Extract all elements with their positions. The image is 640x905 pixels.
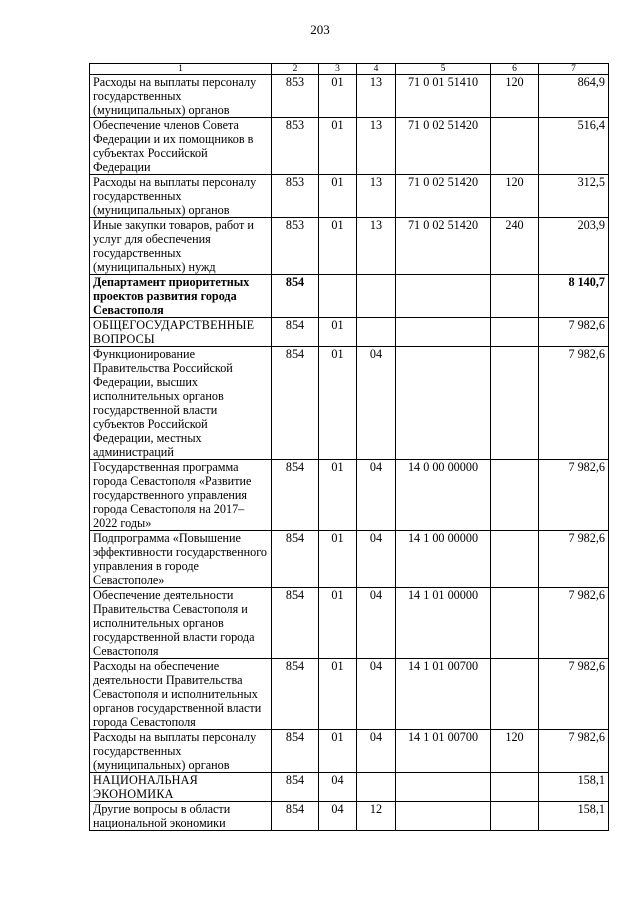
row-amount: 516,4: [539, 118, 609, 175]
table-row: [90, 218, 609, 275]
row-ministry-code: 854: [272, 773, 319, 802]
row-name: Расходы на выплаты персоналу государственных (муниципальных) органов: [90, 75, 272, 118]
row-amount: 7 982,6: [539, 318, 609, 347]
row-target-article: [396, 275, 491, 318]
row-section-code: [319, 275, 357, 318]
row-expense-type: [491, 347, 539, 460]
row-subsection-code: 13: [357, 218, 396, 275]
row-section-code: 04: [319, 802, 357, 831]
header-col-3: 3: [319, 64, 357, 75]
row-ministry-code: 853: [272, 175, 319, 218]
row-ministry-code: 854: [272, 730, 319, 773]
row-amount: 7 982,6: [539, 730, 609, 773]
row-subsection-code: 04: [357, 588, 396, 659]
table-row: [90, 531, 609, 588]
row-section-code: 01: [319, 347, 357, 460]
row-ministry-code: 854: [272, 275, 319, 318]
table-row: [90, 773, 609, 802]
budget-table: [89, 63, 609, 831]
row-name: Подпрограмма «Повышение эффективности государственного управления в городе Севастополе»: [90, 531, 272, 588]
row-ministry-code: 854: [272, 659, 319, 730]
row-target-article: 14 0 00 00000: [396, 460, 491, 531]
row-name: Государственная программа города Севастополя «Развитие государственного управления города Севастополя на 2017–2022 годы»: [90, 460, 272, 531]
row-name: Обеспечение членов Совета Федерации и их помощников в субъектах Российской Федерации: [90, 118, 272, 175]
row-ministry-code: 853: [272, 75, 319, 118]
row-name: Расходы на выплаты персоналу государственных (муниципальных) органов: [90, 175, 272, 218]
row-ministry-code: 854: [272, 531, 319, 588]
row-expense-type: [491, 318, 539, 347]
row-expense-type: 240: [491, 218, 539, 275]
row-amount: 158,1: [539, 802, 609, 831]
row-ministry-code: 854: [272, 588, 319, 659]
row-amount: 203,9: [539, 218, 609, 275]
header-col-7: 7: [539, 64, 609, 75]
row-target-article: 71 0 02 51420: [396, 218, 491, 275]
row-expense-type: [491, 531, 539, 588]
table-row: [90, 75, 609, 118]
row-expense-type: [491, 802, 539, 831]
table-row: [90, 118, 609, 175]
table-row: [90, 460, 609, 531]
row-section-code: 01: [319, 218, 357, 275]
row-subsection-code: [357, 773, 396, 802]
row-expense-type: 120: [491, 175, 539, 218]
row-name: Департамент приоритетных проектов развития города Севастополя: [90, 275, 272, 318]
row-amount: 7 982,6: [539, 460, 609, 531]
row-name: ОБЩЕГОСУДАРСТВЕННЫЕ ВОПРОСЫ: [90, 318, 272, 347]
table-row: [90, 175, 609, 218]
row-amount: 7 982,6: [539, 347, 609, 460]
row-section-code: 01: [319, 460, 357, 531]
row-subsection-code: 04: [357, 659, 396, 730]
table-row: [90, 588, 609, 659]
row-ministry-code: 853: [272, 218, 319, 275]
row-section-code: 01: [319, 730, 357, 773]
row-section-code: 01: [319, 531, 357, 588]
row-section-code: 01: [319, 659, 357, 730]
header-col-4: 4: [357, 64, 396, 75]
row-ministry-code: 854: [272, 347, 319, 460]
row-subsection-code: 13: [357, 175, 396, 218]
table-row: [90, 802, 609, 831]
row-subsection-code: 13: [357, 118, 396, 175]
row-amount: 312,5: [539, 175, 609, 218]
row-amount: 7 982,6: [539, 531, 609, 588]
row-amount: 864,9: [539, 75, 609, 118]
row-expense-type: [491, 659, 539, 730]
row-section-code: 01: [319, 318, 357, 347]
row-target-article: 14 1 01 00700: [396, 659, 491, 730]
row-target-article: 14 1 01 00000: [396, 588, 491, 659]
row-subsection-code: 04: [357, 730, 396, 773]
row-expense-type: 120: [491, 730, 539, 773]
row-subsection-code: [357, 318, 396, 347]
header-row: [90, 64, 609, 75]
row-subsection-code: 13: [357, 75, 396, 118]
row-section-code: 01: [319, 118, 357, 175]
row-subsection-code: [357, 275, 396, 318]
row-section-code: 01: [319, 175, 357, 218]
row-name: Обеспечение деятельности Правительства Севастополя и исполнительных органов государственной власти города Севастополя: [90, 588, 272, 659]
row-name: Другие вопросы в области национальной экономики: [90, 802, 272, 831]
table-row: [90, 730, 609, 773]
row-name: Расходы на обеспечение деятельности Правительства Севастополя и исполнительных органов государственной власти города Севастополя: [90, 659, 272, 730]
header-col-5: 5: [396, 64, 491, 75]
row-target-article: [396, 347, 491, 460]
row-target-article: 14 1 01 00700: [396, 730, 491, 773]
page-number: 203: [310, 22, 330, 37]
row-ministry-code: 853: [272, 118, 319, 175]
row-expense-type: [491, 773, 539, 802]
row-amount: 7 982,6: [539, 588, 609, 659]
row-amount: 158,1: [539, 773, 609, 802]
row-target-article: [396, 318, 491, 347]
row-expense-type: [491, 588, 539, 659]
row-subsection-code: 04: [357, 531, 396, 588]
header-col-2: 2: [272, 64, 319, 75]
row-target-article: [396, 773, 491, 802]
row-subsection-code: 12: [357, 802, 396, 831]
row-name: Функционирование Правительства Российской Федерации, высших исполнительных органов государственной власти субъектов Российской Федерации, местных администраций: [90, 347, 272, 460]
row-target-article: 71 0 01 51410: [396, 75, 491, 118]
row-ministry-code: 854: [272, 802, 319, 831]
row-amount: 7 982,6: [539, 659, 609, 730]
table-row: [90, 275, 609, 318]
row-name: Иные закупки товаров, работ и услуг для обеспечения государственных (муниципальных) нужд: [90, 218, 272, 275]
row-name: Расходы на выплаты персоналу государственных (муниципальных) органов: [90, 730, 272, 773]
row-subsection-code: 04: [357, 347, 396, 460]
header-col-1: 1: [90, 64, 272, 75]
row-expense-type: 120: [491, 75, 539, 118]
row-expense-type: [491, 118, 539, 175]
row-amount: 8 140,7: [539, 275, 609, 318]
table-row: [90, 659, 609, 730]
row-section-code: 01: [319, 75, 357, 118]
row-ministry-code: 854: [272, 460, 319, 531]
row-target-article: 14 1 00 00000: [396, 531, 491, 588]
row-section-code: 04: [319, 773, 357, 802]
row-target-article: 71 0 02 51420: [396, 175, 491, 218]
row-target-article: [396, 802, 491, 831]
row-section-code: 01: [319, 588, 357, 659]
row-expense-type: [491, 460, 539, 531]
table-row: [90, 318, 609, 347]
table-row: [90, 347, 609, 460]
row-subsection-code: 04: [357, 460, 396, 531]
row-name: НАЦИОНАЛЬНАЯ ЭКОНОМИКА: [90, 773, 272, 802]
header-col-6: 6: [491, 64, 539, 75]
row-ministry-code: 854: [272, 318, 319, 347]
row-expense-type: [491, 275, 539, 318]
row-target-article: 71 0 02 51420: [396, 118, 491, 175]
